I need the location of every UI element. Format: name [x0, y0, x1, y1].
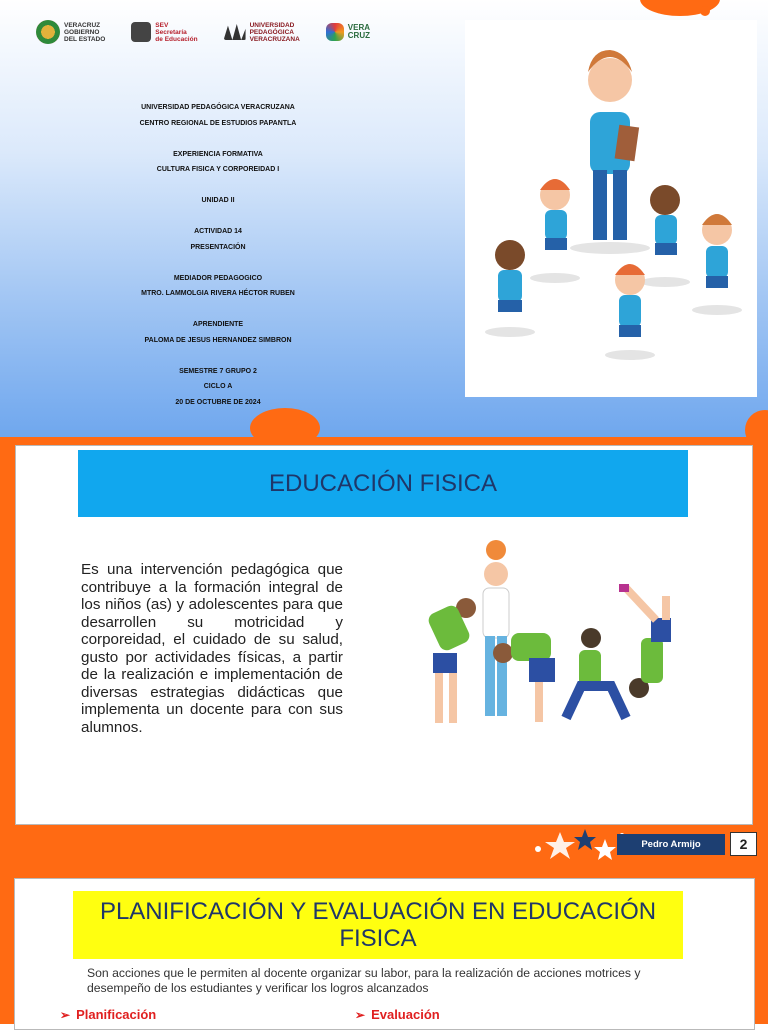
- logo-text: VERA CRUZ: [347, 23, 370, 40]
- slide-planificacion: [0, 872, 768, 1024]
- logo-upv: [224, 22, 300, 43]
- list-item-planificacion: ➢ Planificación: [60, 1007, 157, 1022]
- experience-label: EXPERIENCIA FORMATIVA: [173, 150, 263, 158]
- logo-veracruz-brand: [326, 23, 370, 41]
- logo-text: UNIVERSIDAD PEDAGÓGICA VERACRUZANA: [249, 21, 300, 43]
- cover-text: [100, 100, 336, 410]
- page-number: 2: [730, 832, 757, 856]
- course-name: CULTURA FISICA Y CORPOREIDAD I: [156, 166, 280, 173]
- footer-author: Pedro Armijo: [617, 834, 725, 855]
- student-label: APRENDIENTE: [192, 321, 244, 328]
- slide-body-text: Son acciones que le permiten al docente organizar su labor, para la realización de acciones motrices y desempeño de los estudiantes y verificar los logros alcanzados: [87, 966, 641, 995]
- stars-decoration-icon: [530, 827, 630, 867]
- teacher-with-children-illustration: [465, 20, 757, 397]
- mediator-label: MEDIADOR PEDAGOGICO: [173, 274, 263, 282]
- mediator-name: MTRO. LAMMOLGIA RIVERA HÉCTOR RUBEN: [141, 290, 295, 297]
- slide-footer: [0, 827, 768, 872]
- slide-body-text: Es una intervención pedagógica que contribuye a la formación integral de los niños (as) y adolescentes para que desarrollen su motricidad y corporeidad, el cuidado de su salud, gusto por actividades físicas, a partir de la realización e implementación de diversas estrategias didácticas que implementa un docente para con sus alumnos.: [81, 561, 343, 736]
- slide-panel: [14, 878, 755, 1030]
- activity-type: PRESENTACIÓN: [190, 243, 246, 251]
- list-item-evaluacion: ➢ Evaluación: [355, 1007, 440, 1022]
- children-exercising-illustration: [411, 538, 686, 748]
- slide-title: PLANIFICACIÓN Y EVALUACIÓN EN EDUCACIÓN FISICA: [73, 891, 683, 959]
- arrow-bullet-icon: ➢: [60, 1007, 71, 1022]
- semester: SEMESTRE 7 GRUPO 2: [179, 367, 257, 375]
- date: 20 DE OCTUBRE DE 2024: [175, 398, 261, 406]
- activity-name: ACTIVIDAD 14: [194, 228, 242, 235]
- slide-educacion-fisica: [0, 437, 768, 872]
- arrow-bullet-icon: ➢: [355, 1007, 366, 1022]
- paint-splash: [745, 410, 768, 437]
- slide-title: EDUCACIÓN FISICA: [78, 450, 688, 517]
- veracruz-brand-icon: [326, 23, 344, 41]
- logo-text: VERACRUZ GOBIERNO DEL ESTADO: [64, 21, 106, 43]
- center-name: CENTRO REGIONAL DE ESTUDIOS PAPANTLA: [139, 119, 297, 127]
- cover-slide: [0, 0, 768, 437]
- slide-panel: [15, 445, 753, 825]
- university-name: UNIVERSIDAD PEDAGÓGICA VERACRUZANA: [141, 104, 295, 111]
- logo-text: SEV Secretaría de Educación: [155, 21, 198, 43]
- paint-splash: [700, 6, 710, 16]
- sev-logo-icon: [131, 22, 151, 42]
- institution-logos: [36, 20, 370, 44]
- cycle: CICLO A: [203, 383, 233, 390]
- logo-veracruz-gobierno: [36, 20, 105, 44]
- student-name: PALOMA DE JESUS HERNANDEZ SIMBRON: [144, 336, 292, 344]
- logo-sev: [131, 22, 197, 43]
- upv-logo-icon: [224, 24, 246, 40]
- unit-name: UNIDAD II: [201, 197, 235, 204]
- paint-splash: [250, 408, 320, 437]
- veracruz-crest-icon: [36, 20, 60, 44]
